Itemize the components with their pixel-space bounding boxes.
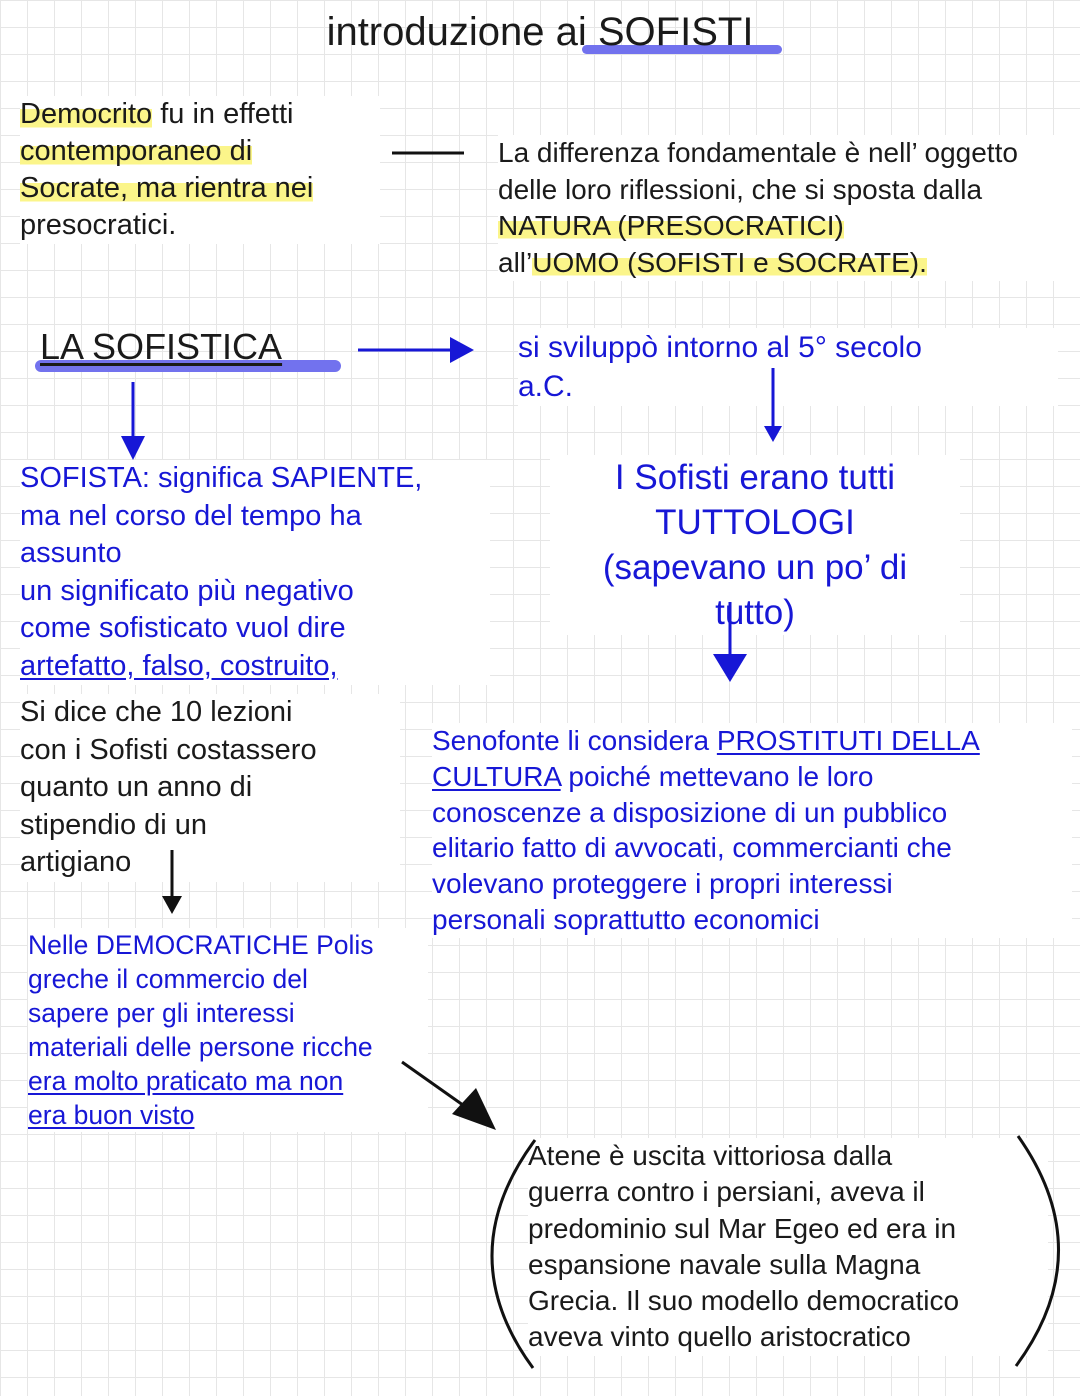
title-highlight: SOFISTI bbox=[597, 10, 754, 54]
atene-line6: aveva vinto quello aristocratico bbox=[528, 1321, 911, 1353]
polis-line1: Nelle DEMOCRATICHE Polis bbox=[28, 930, 374, 960]
arrow-sofistica-to-periodo bbox=[358, 337, 474, 363]
democrito-line3: Socrate, ma rientra nei bbox=[20, 172, 314, 204]
lezioni-line5: artigiano bbox=[20, 846, 132, 878]
sofistica-heading: LA SOFISTICA bbox=[40, 326, 283, 367]
differenza-line4-highlight: UOMO (SOFISTI e SOCRATE). bbox=[532, 246, 927, 278]
lezioni-line1: Si dice che 10 lezioni bbox=[20, 696, 293, 728]
differenza-line2: delle loro riflessioni, che si sposta dalla bbox=[498, 173, 983, 205]
periodo-line2: a.C. bbox=[518, 370, 574, 403]
polis-line2: greche il commercio del bbox=[28, 964, 308, 994]
polis-line5: era molto praticato ma non bbox=[28, 1066, 344, 1096]
senofonte-line6: personali soprattutto economici bbox=[432, 903, 820, 935]
arrow-periodo-to-tuttologi bbox=[764, 368, 782, 442]
lezioni-line3: quanto un anno di bbox=[20, 771, 253, 803]
arrow-tuttologi-to-senofonte bbox=[713, 602, 747, 682]
polis-line4: materiali delle persone ricche bbox=[28, 1032, 373, 1062]
title-prefix: introduzione ai bbox=[326, 10, 598, 54]
differenza-line3: NATURA (PRESOCRATICI) bbox=[498, 210, 844, 241]
arrow-sofistica-to-sofista bbox=[121, 382, 145, 460]
lezioni-line4: stipendio di un bbox=[20, 808, 208, 841]
senofonte-line5: volevano proteggere i propri interessi bbox=[432, 868, 893, 900]
democrito-line1-highlight: Democrito bbox=[20, 98, 153, 130]
differenza-line4-prefix: all’ bbox=[498, 246, 533, 278]
senofonte-line3: conoscenze a disposizione di un pubblico bbox=[432, 796, 948, 828]
polis-line3: sapere per gli interessi bbox=[28, 998, 295, 1028]
sofista-line6: artefatto, falso, costruito, bbox=[20, 649, 338, 682]
right-bracket bbox=[1016, 1136, 1059, 1366]
lezioni-line2: con i Sofisti costassero bbox=[20, 733, 317, 766]
senofonte-line1-prefix: Senofonte li considera bbox=[432, 725, 717, 756]
arrow-polis-to-atene bbox=[402, 1062, 496, 1130]
atene-line4: espansione navale sulla Magna bbox=[528, 1248, 921, 1280]
atene-line5: Grecia. Il suo modello democratico bbox=[528, 1285, 960, 1317]
left-bracket bbox=[492, 1140, 535, 1368]
sofista-line4: un significato più negativo bbox=[20, 574, 354, 607]
senofonte-line2-underlined: CULTURA bbox=[432, 760, 561, 792]
tuttologi-line4: tutto) bbox=[715, 593, 795, 632]
sofista-line3: assunto bbox=[20, 537, 122, 569]
atene-line1: Atene è uscita vittoriosa dalla bbox=[528, 1140, 893, 1171]
democrito-line2: contemporaneo di bbox=[20, 135, 253, 167]
atene-line2: guerra contro i persiani, aveva il bbox=[528, 1176, 925, 1208]
tuttologi-line2: TUTTOLOGI bbox=[655, 503, 855, 542]
sofista-line5: come sofisticato vuol dire bbox=[20, 612, 346, 644]
senofonte-line2-rest: poiché mettevano le loro bbox=[560, 760, 874, 792]
democrito-line1-rest: fu in effetti bbox=[152, 98, 294, 130]
atene-line3: predominio sul Mar Egeo ed era in bbox=[528, 1212, 957, 1244]
differenza-line1: La differenza fondamentale è nell’ oggetto bbox=[498, 137, 1018, 168]
senofonte-line4: elitario fatto di avvocati, commercianti che bbox=[432, 832, 952, 864]
senofonte-line1-underlined: PROSTITUTI DELLA bbox=[716, 725, 980, 756]
democrito-line4: presocratici. bbox=[20, 209, 177, 241]
polis-line6: era buon visto bbox=[28, 1100, 195, 1130]
sofista-line1: SOFISTA: significa SAPIENTE, bbox=[20, 462, 423, 494]
tuttologi-line3: (sapevano un po’ di bbox=[602, 548, 908, 587]
periodo-line1: si sviluppò intorno al 5° secolo bbox=[518, 331, 922, 364]
arrow-lezioni-to-polis bbox=[162, 850, 182, 914]
tuttologi-line1: I Sofisti erano tutti bbox=[614, 458, 896, 497]
sofista-line2: ma nel corso del tempo ha bbox=[20, 499, 362, 532]
